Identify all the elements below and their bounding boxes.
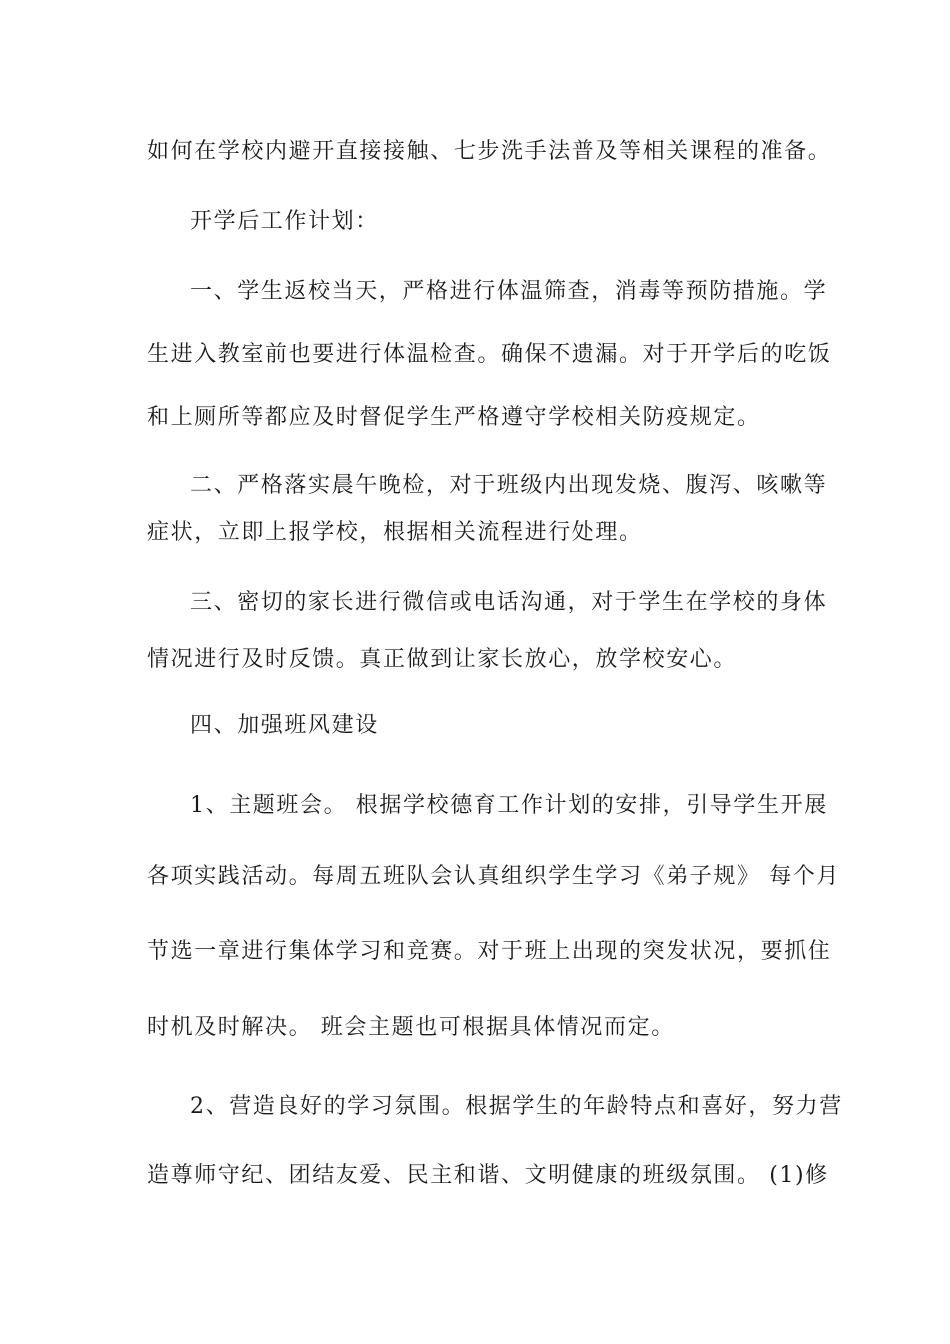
text-line: 情况进行及时反馈。真正做到让家长放心，放学校安心。 (147, 647, 738, 672)
text-line: 生进入教室前也要进行体温检查。确保不遗漏。对于开学后的吃饭 (147, 342, 832, 367)
text-line: 各项实践活动。每周五班队会认真组织学生学习《弟子规》 每个月 (147, 864, 840, 889)
text-line: 2、营造良好的学习氛围。根据学生的年龄特点和喜好，努力营 (190, 1094, 843, 1119)
section-heading: 开学后工作计划： (190, 209, 379, 234)
text-line: 节选一章进行集体学习和竞赛。对于班上出现的突发状况，要抓住 (147, 939, 832, 964)
text-line: 和上厕所等都应及时督促学生严格遵守学校相关防疫规定。 (147, 405, 761, 430)
text-line: 症状，立即上报学校，根据相关流程进行处理。 (147, 520, 643, 545)
text-line: 造尊师守纪、团结友爱、民主和谐、文明健康的班级氛围。 (1)修 (147, 1163, 829, 1188)
text-line: 三、密切的家长进行微信或电话沟通，对于学生在学校的身体 (190, 590, 828, 615)
text-line: 1、主题班会。 根据学校德育工作计划的安排，引导学生开展 (190, 793, 828, 818)
section-heading: 四、加强班风建设 (190, 713, 379, 738)
text-line: 时机及时解决。 班会主题也可根据具体情况而定。 (147, 1015, 675, 1040)
text-line: 一、学生返校当天，严格进行体温筛查，消毒等预防措施。学 (190, 279, 828, 304)
text-line: 如何在学校内避开直接接触、七步洗手法普及等相关课程的准备。 (147, 139, 832, 164)
text-line: 二、严格落实晨午晚检，对于班级内出现发烧、腹泻、咳嗽等 (190, 473, 828, 498)
